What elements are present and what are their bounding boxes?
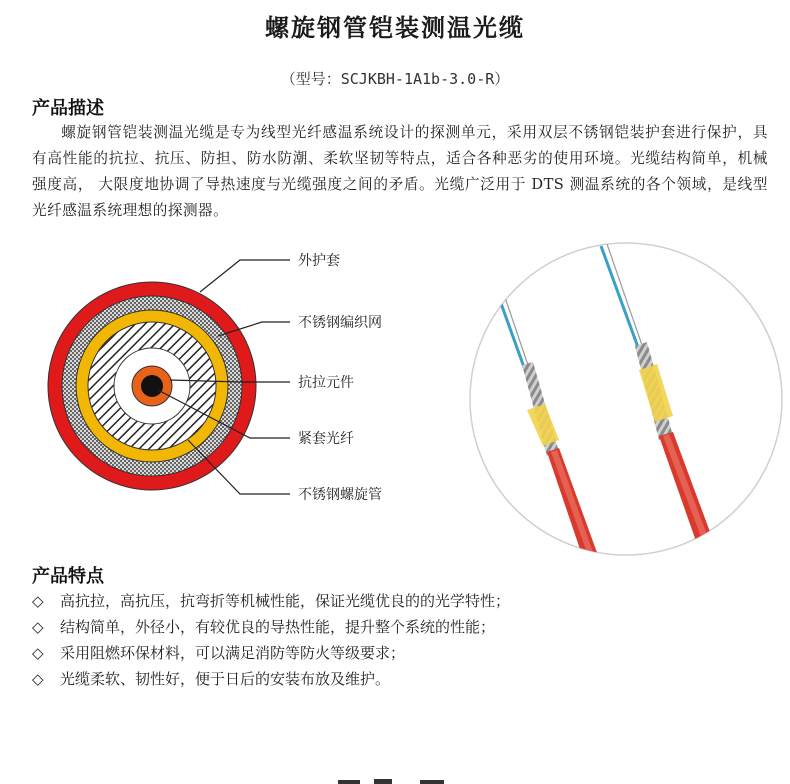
description-text: 螺旋钢管铠装测温光缆是专为线型光纤感温系统设计的探测单元，采用双层不锈钢铠装护套进行保护，具有高性能的抗拉、抗压、防担、防水防潮、柔软坚韧等特点，适合各种恶劣的使用环境。光缆结构简单，机械强度高， 大限度地协调了导热速度与光缆强度之间的矛盾。光缆广泛用于 DTS 测温系统的各个领域，是线型光纤感温系统理想的探测器。 xyxy=(32,124,768,219)
diamond-outline-icon: ◇ xyxy=(32,644,44,662)
list-item: ◇ 高抗拉，高抗压，抗弯折等机械性能，保证光缆优良的的光学特性； xyxy=(32,588,772,614)
label-outer-sheath: 外护套 xyxy=(298,252,340,268)
cropped-next-heading xyxy=(330,770,470,784)
list-item: ◇ 采用阻燃环保材料，可以满足消防等防火等级要求； xyxy=(32,640,772,666)
list-item: ◇ 光缆柔软、韧性好，便于日后的安装布放及维护。 xyxy=(32,666,772,692)
cable-product-photo xyxy=(467,240,785,558)
label-steel-braid: 不锈钢编织网 xyxy=(298,314,382,330)
features-heading: 产品特点 xyxy=(32,566,104,587)
description-heading: 产品描述 xyxy=(32,98,104,119)
page-title: 螺旋钢管铠装测温光缆 xyxy=(265,14,525,42)
model-number: （型号：SCJKBH-1A1b-3.0-R） xyxy=(280,70,510,88)
diamond-outline-icon: ◇ xyxy=(32,618,44,636)
list-item: ◇ 结构简单，外径小，有较优良的导热性能，提升整个系统的性能； xyxy=(32,614,772,640)
diamond-outline-icon: ◇ xyxy=(32,670,44,688)
cable-cross-section-diagram xyxy=(40,240,460,530)
diamond-outline-icon: ◇ xyxy=(32,592,44,610)
features-list xyxy=(32,588,772,692)
label-strength-member: 抗拉元件 xyxy=(298,374,354,390)
label-steel-spiral-tube: 不锈钢螺旋管 xyxy=(298,486,382,502)
fiber-core xyxy=(141,375,163,397)
label-tight-buffered-fiber: 紧套光纤 xyxy=(298,430,354,446)
leader-line-outer-sheath xyxy=(200,260,290,292)
